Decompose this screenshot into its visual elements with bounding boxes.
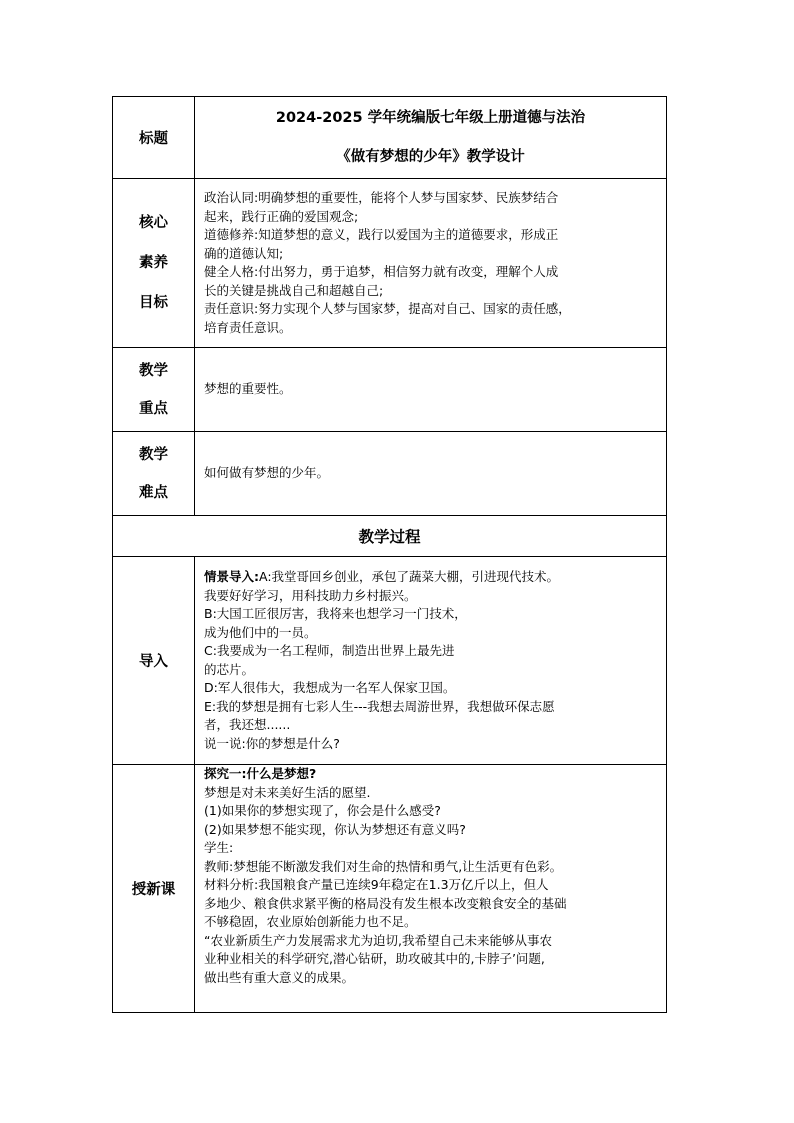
document-title-line2: 《做有梦想的少年》教学设计 bbox=[336, 149, 525, 165]
difficulty-content bbox=[195, 432, 667, 516]
title-row bbox=[113, 97, 667, 179]
new-lesson-line: 教师:梦想能不断激发我们对生命的热情和勇气,让生活更有色彩。 bbox=[204, 858, 563, 874]
focus-label-1: 教学 bbox=[139, 362, 168, 379]
new-lesson-line: 材料分析:我国粮食产量已连续9年稳定在1.3万亿斤以上，但人 bbox=[204, 877, 549, 892]
goals-line: 起来，践行正确的爱国观念; bbox=[204, 208, 359, 224]
new-lesson-line: “农业新质生产力发展需求尤为迫切,我希望自己未来能够从事农 bbox=[204, 932, 552, 948]
title-label: 标题 bbox=[139, 131, 168, 147]
intro-row bbox=[113, 557, 667, 765]
focus-content bbox=[195, 348, 667, 432]
goals-line: 培育责任意识。 bbox=[204, 319, 292, 335]
intro-line-1 bbox=[204, 568, 663, 587]
document-title-line1: 2024-2025 学年统编版七年级上册道德与法治 bbox=[275, 110, 586, 126]
process-header: 教学过程 bbox=[113, 516, 667, 557]
focus-text: 梦想的重要性。 bbox=[204, 381, 292, 397]
intro-line: C:我要成为一名工程师，制造出世界上最先进 bbox=[204, 643, 455, 658]
intro-line: 成为他们中的一员。 bbox=[204, 624, 317, 640]
goals-label-3: 目标 bbox=[139, 295, 168, 311]
process-header-row bbox=[113, 516, 667, 557]
intro-line: B:大国工匠很厉害，我将来也想学习一门技术， bbox=[204, 606, 467, 621]
intro-lead: 情景导入: bbox=[204, 569, 259, 584]
new-lesson-heading: 探究一:什么是梦想? bbox=[204, 766, 317, 781]
goals-line: 政治认同:明确梦想的重要性，能将个人梦与国家梦、民族梦结合 bbox=[204, 190, 559, 205]
intro-line: 者，我还想...... bbox=[204, 717, 291, 732]
intro-content bbox=[195, 557, 667, 765]
goals-line: 健全人格:付出努力，勇于追梦，相信努力就有改变，理解个人成 bbox=[204, 264, 559, 279]
focus-label-cell bbox=[113, 348, 195, 432]
new-lesson-line: 做出些有重大意义的成果。 bbox=[204, 969, 355, 985]
lesson-plan-table bbox=[112, 96, 667, 1013]
difficulty-label-2: 难点 bbox=[139, 484, 168, 501]
focus-row bbox=[113, 348, 667, 432]
difficulty-row bbox=[113, 432, 667, 516]
goals-label-cell bbox=[113, 179, 195, 348]
new-lesson-line: 多地少、粮食供求紧平衡的格局没有发生根本改变粮食安全的基础 bbox=[204, 895, 567, 911]
new-lesson-line: 不够稳固，农业原始创新能力也不足。 bbox=[204, 914, 417, 929]
intro-line: E:我的梦想是拥有七彩人生---我想去周游世界，我想做环保志愿 bbox=[204, 698, 555, 714]
goals-label-2: 素养 bbox=[139, 255, 168, 271]
intro-line: 我要好好学习，用科技助力乡村振兴。 bbox=[204, 587, 417, 603]
goals-line: 长的关键是挑战自己和超越自己; bbox=[204, 282, 384, 298]
goals-line: 道德修养:知道梦想的意义，践行以爱国为主的道德要求，形成正 bbox=[204, 227, 559, 242]
new-lesson-label: 授新课 bbox=[131, 882, 176, 898]
goals-line: 确的道德认知; bbox=[204, 245, 284, 261]
new-lesson-line: 学生: bbox=[204, 840, 234, 855]
goals-label-1: 核心 bbox=[139, 215, 168, 231]
new-lesson-row bbox=[113, 765, 667, 1013]
new-lesson-line: 梦想是对未来美好生活的愿望. bbox=[204, 784, 371, 800]
difficulty-text: 如何做有梦想的少年。 bbox=[204, 465, 330, 481]
new-lesson-label-cell bbox=[113, 765, 195, 1013]
difficulty-label-1: 教学 bbox=[139, 446, 168, 463]
difficulty-label-cell bbox=[113, 432, 195, 516]
new-lesson-content bbox=[195, 765, 667, 1013]
intro-label: 导入 bbox=[139, 654, 168, 670]
new-lesson-line: (1)如果你的梦想实现了，你会是什么感受? bbox=[204, 803, 441, 818]
focus-label-2: 重点 bbox=[139, 400, 168, 417]
title-cell bbox=[195, 97, 667, 179]
intro-line: 的芯片。 bbox=[204, 661, 255, 677]
goals-row bbox=[113, 179, 667, 348]
goals-content bbox=[195, 179, 667, 348]
new-lesson-line: (2)如果梦想不能实现，你认为梦想还有意义吗? bbox=[204, 821, 466, 837]
intro-label-cell bbox=[113, 557, 195, 765]
intro-line: D:军人很伟大，我想成为一名军人保家卫国。 bbox=[204, 680, 456, 695]
intro-line: 说一说:你的梦想是什么? bbox=[204, 735, 340, 751]
goals-line: 责任意识:努力实现个人梦与国家梦，提高对自己、国家的责任感， bbox=[204, 301, 571, 316]
title-label-cell bbox=[113, 97, 195, 179]
new-lesson-line: 业种业相关的科学研究,潜心钻研，助攻破其中的,卡脖子’问题, bbox=[204, 951, 545, 966]
intro-line: A:我堂哥回乡创业，承包了蔬菜大棚，引进现代技术。 bbox=[259, 569, 560, 584]
